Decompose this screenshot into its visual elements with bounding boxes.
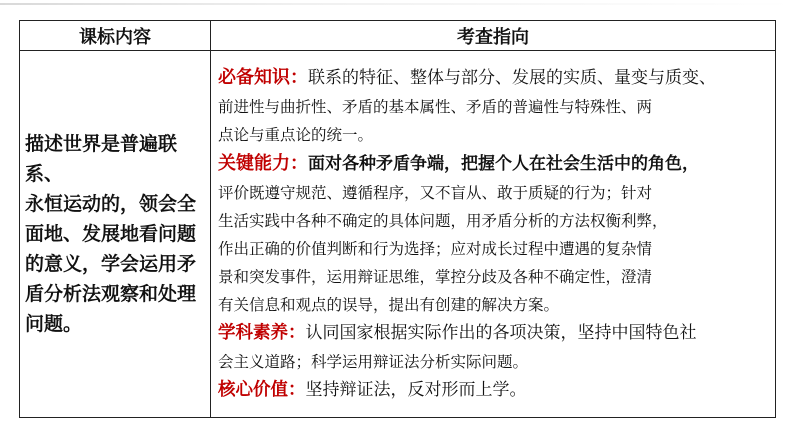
assessment-content-cell (211, 51, 776, 418)
section-text: 坚持辩证法，反对形而上学。 (305, 380, 527, 400)
section-text: 会主义道路；科学运用辩证法分析实际问题。 (218, 353, 529, 371)
section-core-values (218, 376, 767, 405)
section-text: 评价既遵守规范、遵循程序，又不盲从、敢于质疑的行为；针对 (218, 184, 653, 202)
section-label: 必备知识： (218, 67, 308, 88)
content-row (20, 51, 776, 418)
section-text: 认同国家根据实际作出的各项决策，坚持中国特色社 (305, 323, 697, 343)
curriculum-line: 问题。 (25, 313, 83, 335)
section-text: 面对各种矛盾争端，把握个人在社会生活中的角色， (308, 154, 699, 174)
curriculum-line: 的意义，学会运用矛 (25, 253, 197, 275)
curriculum-line: 描述世界是普遍联系、 (25, 133, 178, 185)
section-text: 点论与重点论的统一。 (218, 126, 374, 144)
section-text: 有关信息和观点的误导，提出有创建的解决方案。 (218, 296, 560, 314)
section-essential-knowledge (218, 63, 767, 149)
curriculum-line: 盾分析法观察和处理 (25, 283, 197, 305)
top-decorative-bar (0, 3, 794, 5)
header-curriculum: 课标内容 (20, 21, 211, 51)
section-key-ability (218, 149, 767, 319)
curriculum-line: 面地、发展地看问题 (25, 223, 197, 245)
section-text: 作出正确的价值判断和行为选择；应对成长过程中遭遇的复杂情 (218, 240, 653, 258)
section-label: 关键能力： (218, 153, 308, 174)
section-text: 联系的特征、整体与部分、发展的实质、量变与质变、 (308, 68, 716, 88)
section-text: 生活实践中各种不确定的具体问题，用矛盾分析的方法权衡利弊， (218, 212, 668, 230)
section-text: 前进性与曲折性、矛盾的基本属性、矛盾的普遍性与特殊性、两 (218, 98, 653, 116)
section-label: 核心价值： (218, 380, 306, 400)
section-discipline-literacy (218, 319, 767, 376)
curriculum-content-cell (20, 51, 211, 418)
section-text: 景和突发事件，运用辩证思维，掌控分歧及各种不确定性，澄清 (218, 268, 653, 286)
curriculum-line: 永恒运动的，领会全 (25, 193, 197, 215)
section-label: 学科素养： (218, 323, 306, 343)
header-assessment: 考查指向 (211, 21, 776, 51)
curriculum-table (19, 20, 776, 418)
header-row (20, 21, 776, 51)
